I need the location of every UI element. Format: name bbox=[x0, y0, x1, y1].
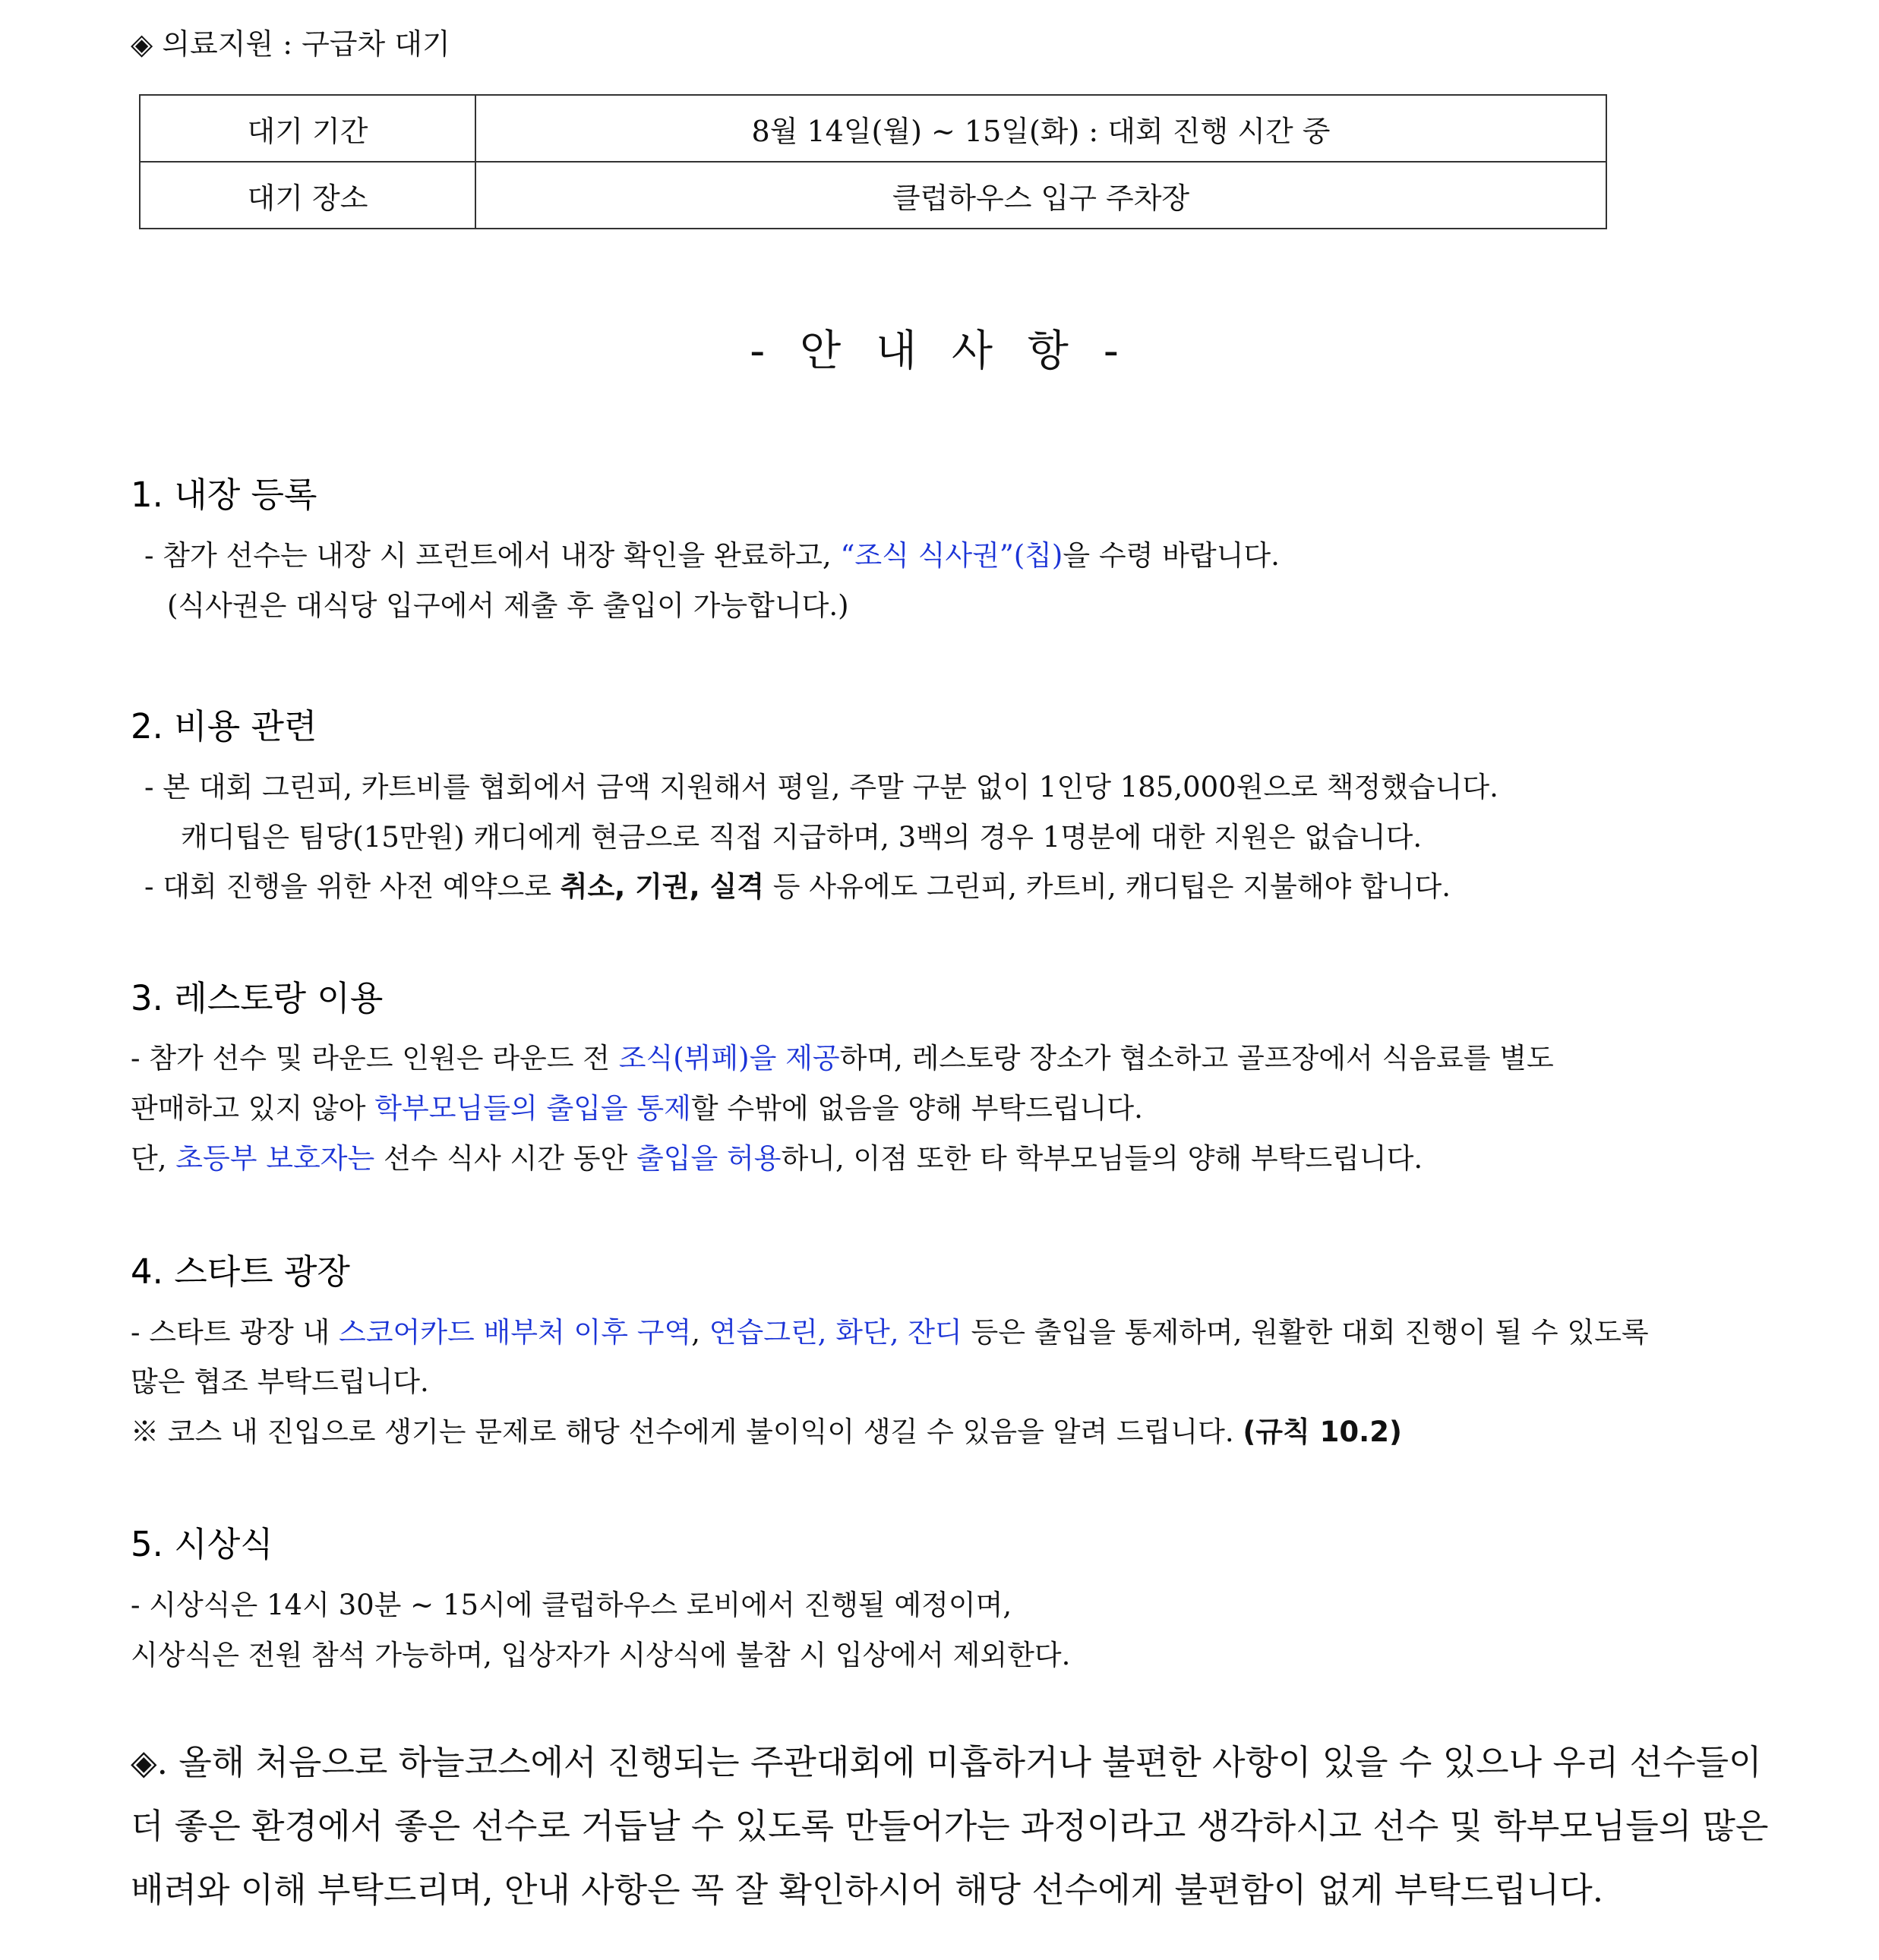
section-5-line-2: 시상식은 전원 참석 가능하며, 입상자가 시상식에 불참 시 입상에서 제외한다. bbox=[131, 1639, 1071, 1671]
section-4-line-3 bbox=[131, 1414, 1402, 1450]
table-label-period: 대기 기간 bbox=[140, 95, 475, 162]
text: - 참가 선수 및 라운드 인원은 라운드 전 bbox=[131, 1042, 619, 1075]
text: 등 사유에도 그린피, 카트비, 캐디팁은 지불해야 합니다. bbox=[764, 870, 1451, 903]
section-3-heading: 3. 레스토랑 이용 bbox=[131, 978, 384, 1018]
ambulance-info-table bbox=[139, 94, 1607, 229]
table-row bbox=[140, 162, 1606, 229]
rule-reference: (규칙 10.2) bbox=[1243, 1416, 1402, 1448]
text: - 스타트 광장 내 bbox=[131, 1316, 339, 1349]
highlight: 연습그린, 화단, 잔디 bbox=[709, 1316, 962, 1349]
text: , bbox=[691, 1316, 709, 1349]
table-label-location: 대기 장소 bbox=[140, 162, 475, 229]
text: 을 수령 바랍니다. bbox=[1063, 539, 1280, 572]
highlight: 스코어카드 배부처 이후 구역 bbox=[339, 1316, 692, 1349]
section-4-heading: 4. 스타트 광장 bbox=[131, 1251, 350, 1292]
section-3-line-3 bbox=[131, 1141, 1423, 1177]
section-5-line-1: - 시상식은 14시 30분 ~ 15시에 클럽하우스 로비에서 진행될 예정이며, bbox=[131, 1589, 1012, 1621]
section-3-line-2 bbox=[131, 1090, 1143, 1127]
table-row bbox=[140, 95, 1606, 162]
text: 하니, 이점 또한 타 학부모님들의 양해 부탁드립니다. bbox=[781, 1142, 1423, 1175]
section-1-line-2: (식사권은 대식당 입구에서 제출 후 출입이 가능합니다.) bbox=[167, 589, 849, 622]
closing-line-3: 배려와 이해 부탁드리며, 안내 사항은 꼭 잘 확인하시어 해당 선수에게 불편함이 없게 부탁드립니다. bbox=[131, 1870, 1604, 1910]
section-2-heading: 2. 비용 관련 bbox=[131, 706, 317, 746]
section-3-line-1 bbox=[131, 1040, 1554, 1077]
medical-support-header: ◈ 의료지원 : 구급차 대기 bbox=[131, 27, 450, 61]
highlight: 출입을 허용 bbox=[636, 1142, 782, 1175]
closing-line-2: 더 좋은 환경에서 좋은 선수로 거듭날 수 있도록 만들어가는 과정이라고 생각하시고 선수 및 학부모님들의 많은 bbox=[131, 1806, 1769, 1846]
bold-text: 취소, 기권, 실격 bbox=[560, 870, 765, 903]
closing-line-1: ◈. 올해 처음으로 하늘코스에서 진행되는 주관대회에 미흡하거나 불편한 사항이 있을 수 있으나 우리 선수들이 bbox=[131, 1742, 1762, 1782]
text: 선수 식사 시간 동안 bbox=[374, 1142, 636, 1175]
text: - 참가 선수는 내장 시 프런트에서 내장 확인을 완료하고, bbox=[144, 539, 841, 572]
section-4-line-2: 많은 협조 부탁드립니다. bbox=[131, 1365, 429, 1398]
section-2-line-1: - 본 대회 그린피, 카트비를 협회에서 금액 지원해서 평일, 주말 구분 없이 1인당 185,000원으로 책정했습니다. bbox=[144, 771, 1498, 803]
text: 하며, 레스토랑 장소가 협소하고 골프장에서 식음료를 별도 bbox=[839, 1042, 1554, 1075]
text: 할 수밖에 없음을 양해 부탁드립니다. bbox=[690, 1092, 1143, 1125]
section-1-line-1 bbox=[144, 538, 1280, 574]
table-value-period: 8월 14일(월) ~ 15일(화) : 대회 진행 시간 중 bbox=[475, 95, 1606, 162]
section-1-heading: 1. 내장 등록 bbox=[131, 475, 317, 515]
text: ※ 코스 내 진입으로 생기는 문제로 해당 선수에게 불이익이 생길 수 있음을 알려 드립니다. bbox=[131, 1416, 1243, 1448]
table-value-location: 클럽하우스 입구 주차장 bbox=[475, 162, 1606, 229]
text: 등은 출입을 통제하며, 원활한 대회 진행이 될 수 있도록 bbox=[962, 1316, 1649, 1349]
section-2-line-3 bbox=[144, 869, 1451, 905]
page-title: - 안 내 사 항 - bbox=[750, 327, 1129, 376]
section-5-heading: 5. 시상식 bbox=[131, 1524, 273, 1564]
text: 단, bbox=[131, 1142, 176, 1175]
highlight: 조식(뷔페)을 제공 bbox=[618, 1042, 840, 1075]
highlight: 초등부 보호자는 bbox=[175, 1142, 375, 1175]
section-2-line-2: 캐디팁은 팀당(15만원) 캐디에게 현금으로 직접 지급하며, 3백의 경우 1명분에 대한 지원은 없습니다. bbox=[181, 821, 1423, 854]
text: - 대회 진행을 위한 사전 예약으로 bbox=[144, 870, 561, 903]
section-4-line-1 bbox=[131, 1315, 1649, 1351]
highlight: 학부모님들의 출입을 통제 bbox=[374, 1092, 691, 1125]
meal-ticket-highlight: “조식 식사권”(칩) bbox=[840, 539, 1063, 572]
text: 판매하고 있지 않아 bbox=[131, 1092, 375, 1125]
